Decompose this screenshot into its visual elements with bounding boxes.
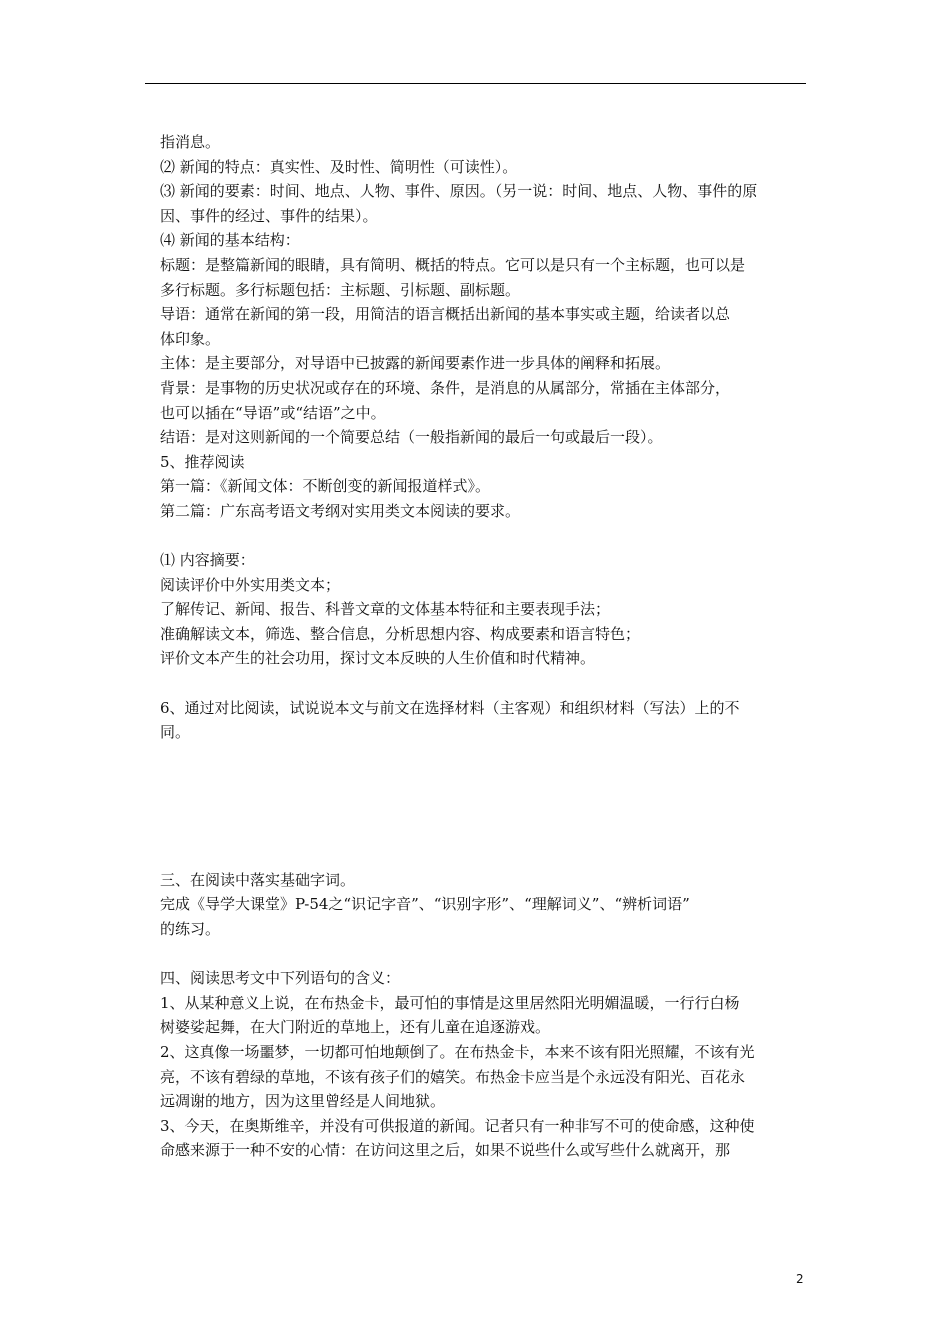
- text-line: 体印象。: [160, 329, 221, 348]
- text-line: 树婆娑起舞，在大门附近的草地上，还有儿童在追逐游戏。: [160, 1018, 551, 1037]
- page-number: 2: [796, 1272, 804, 1286]
- text-line: 标题：是整篇新闻的眼睛，具有简明、概括的特点。它可以是只有一个主标题，也可以是: [160, 255, 746, 274]
- text-line: 因、事件的经过、事件的结果）。: [160, 206, 378, 225]
- text-line: 亮，不该有碧绿的草地，不该有孩子们的嬉笑。布热金卡应当是个永远没有阳光、百花永: [160, 1067, 746, 1086]
- text-line: 5、推荐阅读: [160, 452, 245, 471]
- text-line: ⑵ 新闻的特点：真实性、及时性、简明性（可读性）。: [160, 157, 518, 176]
- text-line: 同。: [160, 723, 191, 742]
- text-line: 远凋谢的地方，因为这里曾经是人间地狱。: [160, 1092, 446, 1111]
- text-line: 准确解读文本，筛选、整合信息，分析思想内容、构成要素和语言特色；: [160, 624, 641, 643]
- document-body: [160, 130, 800, 1163]
- text-line: 完成《导学大课堂》P-54之“识记字音”、“识别字形”、“理解词义”、“辨析词语”: [160, 895, 690, 914]
- header-rule: [145, 83, 806, 84]
- text-line: 也可以插在“导语”或“结语”之中。: [160, 403, 386, 422]
- text-line: 三、在阅读中落实基础字词。: [160, 870, 356, 889]
- text-line: ⑴ 内容摘要：: [160, 551, 255, 570]
- section-four: [160, 966, 800, 1163]
- text-line: ⑶ 新闻的要素：时间、地点、人物、事件、原因。（另一说：时间、地点、人物、事件的原: [160, 182, 758, 201]
- text-line: 结语：是对这则新闻的一个简要总结（一般指新闻的最后一句或最后一段）。: [160, 428, 663, 447]
- text-line: 多行标题。多行标题包括：主标题、引标题、副标题。: [160, 280, 521, 299]
- text-line: ⑷ 新闻的基本结构：: [160, 231, 300, 250]
- text-line: 导语：通常在新闻的第一段，用简洁的语言概括出新闻的基本事实或主题，给读者以总: [160, 305, 731, 324]
- blank-line: [160, 942, 800, 967]
- text-line: 四、阅读思考文中下列语句的含义：: [160, 969, 401, 988]
- text-line: 1、从某种意义上说，在布热金卡，最可怕的事情是这里居然阳光明媚温暖，一行行白杨: [160, 993, 740, 1012]
- section-news-knowledge: [160, 130, 800, 524]
- text-line: 了解传记、新闻、报告、科普文章的文体基本特征和主要表现手法；: [160, 600, 611, 619]
- text-line: 评价文本产生的社会功用，探讨文本反映的人生价值和时代精神。: [160, 649, 596, 668]
- text-line: 指消息。: [160, 133, 221, 151]
- text-line: 命感来源于一种不安的心情：在访问这里之后，如果不说些什么或写些什么就离开，那: [160, 1141, 731, 1160]
- text-line: 阅读评价中外实用类文本；: [160, 575, 341, 594]
- section-content-summary: [160, 548, 800, 671]
- answer-space: [160, 745, 800, 868]
- text-line: 3、今天，在奥斯维辛，并没有可供报道的新闻。记者只有一种非写不可的使命感，这种使: [160, 1116, 755, 1135]
- blank-line: [160, 524, 800, 549]
- text-line: 的练习。: [160, 920, 221, 939]
- text-line: 6、通过对比阅读，试说说本文与前文在选择材料（主客观）和组织材料（写法）上的不: [160, 698, 740, 717]
- section-question-6: [160, 696, 800, 745]
- text-line: 背景：是事物的历史状况或存在的环境、条件，是消息的从属部分，常插在主体部分，: [160, 378, 731, 397]
- blank-line: [160, 671, 800, 696]
- text-line: 第一篇：《新闻文体：不断创变的新闻报道样式》。: [160, 477, 491, 496]
- text-line: 2、这真像一场噩梦，一切都可怕地颠倒了。在布热金卡，本来不该有阳光照耀，不该有光: [160, 1043, 755, 1061]
- text-line: 主体：是主要部分，对导语中已披露的新闻要素作进一步具体的阐释和拓展。: [160, 354, 671, 373]
- section-three: [160, 868, 800, 942]
- text-line: 第二篇：广东高考语文考纲对实用类文本阅读的要求。: [160, 501, 521, 520]
